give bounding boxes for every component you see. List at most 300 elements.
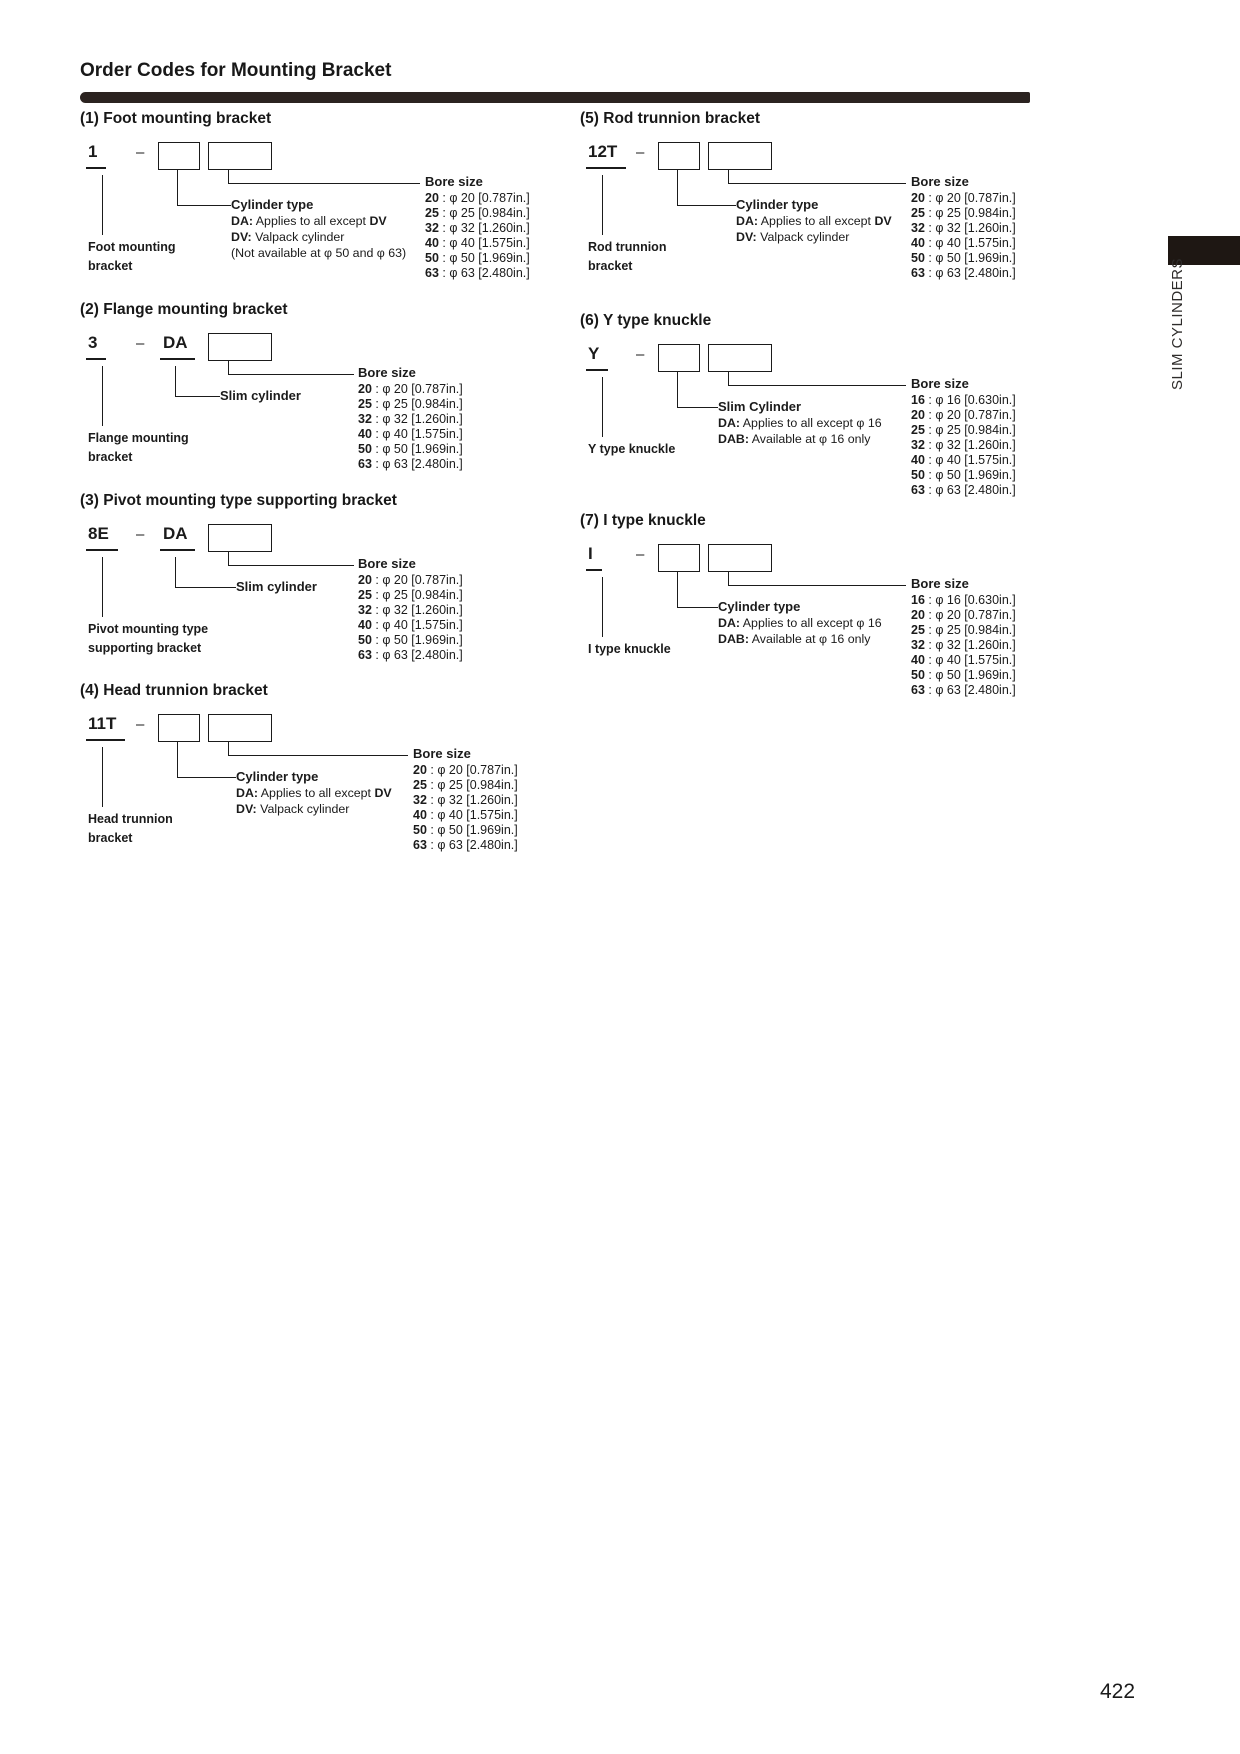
bore-separator: : (924, 668, 936, 682)
bore-code: 63 (425, 266, 439, 280)
bore-separator: : (371, 588, 383, 602)
order-code-box (158, 714, 200, 742)
bore-diameter-label: φ 40 [1.575in.] (449, 236, 530, 250)
bore-separator: : (438, 206, 450, 220)
bore-size-row (911, 408, 1056, 423)
bore-size-row (358, 588, 503, 603)
bore-size-row (911, 593, 1056, 608)
bore-size-block (358, 556, 503, 663)
bore-diameter-label: φ 20 [0.787in.] (437, 763, 518, 777)
type-label-line (231, 214, 441, 230)
page-number: 422 (1100, 1680, 1136, 1703)
bore-separator: : (924, 483, 936, 497)
bore-code: 20 (425, 191, 439, 205)
type-label-title: Cylinder type (736, 197, 819, 212)
connector-line (228, 360, 229, 374)
connector-line (677, 407, 718, 408)
bore-separator: : (924, 453, 936, 467)
bore-size-row (911, 423, 1056, 438)
bore-code: 25 (358, 588, 372, 602)
bore-separator: : (426, 763, 438, 777)
bore-separator: : (924, 608, 936, 622)
bore-code: 63 (358, 648, 372, 662)
bore-separator: : (426, 778, 438, 792)
type-label-line (718, 432, 928, 448)
bore-diameter-label: φ 32 [1.260in.] (935, 438, 1016, 452)
bracket-name-line: bracket (88, 450, 133, 465)
type-label-segment: Applies to all except (758, 214, 875, 228)
connector-line (102, 175, 103, 235)
bore-code: 20 (413, 763, 427, 777)
bore-separator: : (371, 648, 383, 662)
bore-separator: : (426, 793, 438, 807)
connector-line (228, 565, 354, 566)
bore-code: 20 (911, 408, 925, 422)
bracket-name-label (88, 238, 175, 277)
bore-separator: : (924, 683, 936, 697)
bracket-name-label (88, 429, 189, 468)
bore-size-row (358, 633, 503, 648)
connector-line (728, 371, 729, 385)
bore-code: 63 (358, 457, 372, 471)
bore-separator: : (371, 618, 383, 632)
bore-separator: : (371, 427, 383, 441)
order-code-diagram (80, 524, 560, 680)
order-code-box (708, 142, 772, 170)
bore-size-row (911, 683, 1056, 698)
dash: – (636, 546, 645, 563)
order-code-diagram (580, 344, 1060, 500)
bore-code: 63 (911, 266, 925, 280)
order-code-box (208, 142, 272, 170)
bore-code: 40 (358, 427, 372, 441)
type-label-title: Slim Cylinder (718, 399, 802, 414)
bore-size-row (911, 468, 1056, 483)
bore-size-row (425, 191, 570, 206)
connector-line (602, 175, 603, 235)
connector-line (728, 169, 729, 183)
bore-diameter-label: φ 32 [1.260in.] (449, 221, 530, 235)
type-label-title: Slim cylinder (220, 388, 301, 403)
connector-line (728, 571, 729, 585)
bore-diameter-label: φ 63 [2.480in.] (935, 683, 1016, 697)
bore-code: 40 (425, 236, 439, 250)
bore-code: 40 (911, 653, 925, 667)
type-label-segment: Applies to all except φ 16 (740, 416, 882, 430)
bore-diameter-label: φ 25 [0.984in.] (935, 206, 1016, 220)
connector-line (228, 169, 229, 183)
dash: – (136, 526, 145, 543)
bore-code: 20 (911, 191, 925, 205)
bracket-name-label (588, 238, 666, 277)
bore-size-block (413, 746, 558, 853)
bore-separator: : (371, 457, 383, 471)
bore-size-title: Bore size (911, 376, 969, 391)
bracket-name-label (88, 810, 173, 849)
bore-separator: : (438, 191, 450, 205)
connector-line (228, 755, 408, 756)
order-code-section (580, 512, 1060, 700)
connector-line (228, 374, 354, 375)
section-heading: (3) Pivot mounting type supporting bracket (80, 492, 397, 509)
bore-size-row (911, 393, 1056, 408)
bore-size-row (425, 266, 570, 281)
connector-line (228, 741, 229, 755)
bore-diameter-label: φ 32 [1.260in.] (935, 221, 1016, 235)
connector-line (602, 377, 603, 437)
connector-line (177, 169, 178, 205)
bore-diameter-label: φ 63 [2.480in.] (382, 457, 463, 471)
order-code-section (80, 492, 560, 680)
connector-line (177, 777, 236, 778)
type-label-line (718, 616, 928, 632)
bore-diameter-label: φ 20 [0.787in.] (935, 191, 1016, 205)
bore-separator: : (438, 221, 450, 235)
bore-size-block (358, 365, 503, 472)
fixed-code: DA (160, 524, 195, 551)
bore-code: 32 (413, 793, 427, 807)
bracket-name-line: Head trunnion (88, 812, 173, 826)
bore-size-block (425, 174, 570, 281)
bore-separator: : (426, 838, 438, 852)
bore-separator: : (371, 573, 383, 587)
order-code-diagram (580, 544, 1060, 700)
bore-code: 25 (358, 397, 372, 411)
type-label-block (718, 399, 928, 448)
type-label-segment: DV (374, 786, 392, 800)
bore-code: 40 (413, 808, 427, 822)
connector-line (102, 366, 103, 426)
bore-code: 63 (911, 483, 925, 497)
bore-diameter-label: φ 16 [0.630in.] (935, 593, 1016, 607)
bore-size-row (358, 457, 503, 472)
connector-line (102, 557, 103, 617)
bore-code: 25 (911, 623, 925, 637)
bracket-name-label (588, 440, 675, 459)
order-code-diagram (80, 714, 560, 870)
order-code-box (158, 142, 200, 170)
type-label-segment: DV: (236, 801, 257, 816)
type-label-segment: (Not available at φ 50 and φ 63) (231, 245, 407, 260)
order-code-diagram (80, 142, 560, 298)
bore-diameter-label: φ 25 [0.984in.] (935, 423, 1016, 437)
bore-separator: : (924, 653, 936, 667)
bore-separator: : (924, 266, 936, 280)
bore-separator: : (438, 251, 450, 265)
bore-diameter-label: φ 16 [0.630in.] (935, 393, 1016, 407)
bore-separator: : (924, 638, 936, 652)
bore-code: 20 (358, 573, 372, 587)
bore-size-row (911, 206, 1056, 221)
fixed-code: DA (160, 333, 195, 360)
order-code-box (658, 344, 700, 372)
order-code-box (208, 524, 272, 552)
bore-separator: : (924, 393, 936, 407)
bore-code: 40 (911, 236, 925, 250)
connector-line (728, 183, 906, 184)
bore-code: 32 (911, 221, 925, 235)
connector-line (102, 747, 103, 807)
bracket-name-label (588, 640, 671, 659)
type-label-segment: Valpack cylinder (251, 229, 345, 244)
bore-diameter-label: φ 20 [0.787in.] (382, 573, 463, 587)
bore-size-row (358, 427, 503, 442)
bore-diameter-label: φ 50 [1.969in.] (437, 823, 518, 837)
bracket-name-line: Flange mounting (88, 431, 189, 445)
bore-size-row (911, 623, 1056, 638)
connector-line (602, 577, 603, 637)
connector-line (728, 385, 906, 386)
bore-diameter-label: φ 40 [1.575in.] (935, 453, 1016, 467)
order-code-box (658, 544, 700, 572)
bore-diameter-label: φ 50 [1.969in.] (935, 251, 1016, 265)
bore-size-row (911, 653, 1056, 668)
bore-size-row (911, 236, 1056, 251)
bore-diameter-label: φ 25 [0.984in.] (437, 778, 518, 792)
bore-diameter-label: φ 63 [2.480in.] (935, 483, 1016, 497)
connector-line (175, 587, 236, 588)
page-title: Order Codes for Mounting Bracket (80, 60, 392, 81)
bore-diameter-label: φ 32 [1.260in.] (382, 603, 463, 617)
type-label-segment: Applies to all except (253, 214, 370, 228)
type-label-title: Cylinder type (236, 769, 319, 784)
bore-separator: : (924, 408, 936, 422)
bore-code: 50 (911, 251, 925, 265)
bore-code: 50 (911, 668, 925, 682)
bracket-name-line: I type knuckle (588, 642, 671, 656)
type-label-segment: DA: (236, 786, 259, 800)
title-rule (80, 92, 1030, 103)
order-code-box (208, 333, 272, 361)
connector-line (177, 205, 231, 206)
bore-size-title: Bore size (425, 174, 483, 189)
type-label-line (718, 632, 928, 648)
type-label-segment: DA: (231, 214, 254, 228)
bracket-name-line: bracket (588, 259, 633, 274)
type-label-line (231, 230, 441, 246)
bore-separator: : (924, 593, 936, 607)
bore-size-row (911, 266, 1056, 281)
bore-size-row (911, 438, 1056, 453)
order-code-diagram (580, 142, 1060, 298)
type-label-segment: Applies to all except (258, 786, 375, 800)
bore-diameter-label: φ 63 [2.480in.] (437, 838, 518, 852)
order-code-section (580, 312, 1060, 500)
bore-diameter-label: φ 50 [1.969in.] (382, 442, 463, 456)
bore-diameter-label: φ 20 [0.787in.] (449, 191, 530, 205)
bore-code: 40 (911, 453, 925, 467)
bore-diameter-label: φ 40 [1.575in.] (382, 618, 463, 632)
bore-code: 32 (911, 638, 925, 652)
bore-size-row (413, 838, 558, 853)
order-code-diagram (80, 333, 560, 489)
bore-diameter-label: φ 63 [2.480in.] (382, 648, 463, 662)
type-label-segment: DV: (736, 229, 757, 244)
connector-line (175, 396, 220, 397)
bore-separator: : (924, 623, 936, 637)
bracket-name-line: Rod trunnion (588, 240, 667, 254)
bore-code: 50 (413, 823, 427, 837)
type-label-title: Cylinder type (718, 599, 801, 614)
bore-code: 63 (413, 838, 427, 852)
bore-size-row (413, 793, 558, 808)
type-label-segment: DV (874, 214, 892, 228)
type-label-line (231, 246, 441, 262)
bore-code: 25 (911, 423, 925, 437)
bore-separator: : (371, 382, 383, 396)
bore-size-row (358, 603, 503, 618)
bore-separator: : (924, 206, 936, 220)
bore-size-title: Bore size (911, 174, 969, 189)
type-label-segment: DV (369, 214, 387, 228)
connector-line (677, 571, 678, 607)
connector-line (228, 183, 420, 184)
bore-diameter-label: φ 40 [1.575in.] (935, 236, 1016, 250)
bracket-name-line: bracket (88, 831, 133, 846)
order-code-prefix: 3 (86, 333, 106, 360)
type-label-line (718, 416, 928, 432)
order-code-prefix: 8E (86, 524, 118, 551)
type-label-segment: Valpack cylinder (756, 229, 850, 244)
bracket-name-line: Pivot mounting type (88, 622, 209, 636)
dash: – (136, 335, 145, 352)
bore-diameter-label: φ 25 [0.984in.] (382, 588, 463, 602)
bracket-name-line: Y type knuckle (588, 442, 676, 456)
type-label-segment: Available at φ 16 only (748, 431, 871, 446)
order-code-box (208, 714, 272, 742)
bore-separator: : (426, 808, 438, 822)
bore-size-row (358, 382, 503, 397)
order-code-prefix: 11T (86, 714, 125, 741)
order-code-box (658, 142, 700, 170)
bore-size-row (413, 823, 558, 838)
bore-diameter-label: φ 25 [0.984in.] (449, 206, 530, 220)
bore-size-row (911, 668, 1056, 683)
bore-code: 20 (911, 608, 925, 622)
bore-separator: : (426, 823, 438, 837)
bore-size-title: Bore size (358, 365, 416, 380)
bore-code: 25 (425, 206, 439, 220)
bore-size-row (358, 573, 503, 588)
bracket-name-line: supporting bracket (88, 641, 202, 656)
bore-diameter-label: φ 32 [1.260in.] (935, 638, 1016, 652)
connector-line (728, 585, 906, 586)
order-code-section (80, 301, 560, 489)
bore-separator: : (924, 236, 936, 250)
connector-line (175, 557, 176, 587)
type-label-segment: DAB: (718, 631, 749, 646)
order-code-prefix: I (586, 544, 602, 571)
bore-code: 16 (911, 593, 925, 607)
order-code-section (80, 682, 560, 870)
order-code-prefix: Y (586, 344, 608, 371)
type-label-segment: DA: (718, 416, 741, 430)
bore-size-row (911, 453, 1056, 468)
bore-code: 32 (358, 412, 372, 426)
bore-separator: : (924, 438, 936, 452)
bore-code: 32 (911, 438, 925, 452)
bore-separator: : (371, 397, 383, 411)
bore-diameter-label: φ 32 [1.260in.] (437, 793, 518, 807)
bore-separator: : (438, 236, 450, 250)
bracket-name-line: bracket (88, 259, 133, 274)
dash: – (636, 346, 645, 363)
bore-size-row (358, 618, 503, 633)
bore-separator: : (438, 266, 450, 280)
connector-line (177, 741, 178, 777)
type-label-segment: DV: (231, 229, 252, 244)
bore-code: 32 (425, 221, 439, 235)
type-label-title: Cylinder type (231, 197, 314, 212)
dash: – (136, 144, 145, 161)
type-label-segment: DA: (736, 214, 759, 228)
bore-size-row (425, 236, 570, 251)
bore-diameter-label: φ 40 [1.575in.] (382, 427, 463, 441)
bore-size-block (911, 376, 1056, 498)
section-heading: (2) Flange mounting bracket (80, 301, 288, 318)
order-code-box (708, 544, 772, 572)
type-label-segment: Valpack cylinder (256, 801, 350, 816)
bore-separator: : (371, 633, 383, 647)
bore-size-row (425, 251, 570, 266)
side-tab-label: SLIM CYLINDERS (1169, 257, 1186, 391)
order-code-prefix: 1 (86, 142, 106, 169)
section-heading: (1) Foot mounting bracket (80, 110, 272, 127)
bore-size-row (358, 412, 503, 427)
order-code-box (708, 344, 772, 372)
bore-diameter-label: φ 50 [1.969in.] (935, 668, 1016, 682)
bore-separator: : (924, 191, 936, 205)
bore-diameter-label: φ 32 [1.260in.] (382, 412, 463, 426)
bore-size-row (911, 251, 1056, 266)
order-code-section (580, 110, 1060, 298)
connector-line (677, 371, 678, 407)
bore-diameter-label: φ 20 [0.787in.] (935, 408, 1016, 422)
bore-size-row (413, 763, 558, 778)
bore-separator: : (371, 603, 383, 617)
bore-diameter-label: φ 40 [1.575in.] (437, 808, 518, 822)
dash: – (636, 144, 645, 161)
bore-size-row (911, 221, 1056, 236)
bore-size-row (358, 397, 503, 412)
bore-size-row (911, 483, 1056, 498)
connector-line (677, 607, 718, 608)
bore-separator: : (924, 251, 936, 265)
order-code-section (80, 110, 560, 298)
bore-separator: : (924, 221, 936, 235)
bore-diameter-label: φ 20 [0.787in.] (382, 382, 463, 396)
bracket-name-line: Foot mounting (88, 240, 176, 254)
bore-size-title: Bore size (413, 746, 471, 761)
bore-code: 63 (911, 683, 925, 697)
connector-line (677, 169, 678, 205)
type-label-block (231, 197, 441, 262)
bore-diameter-label: φ 50 [1.969in.] (449, 251, 530, 265)
bore-separator: : (924, 468, 936, 482)
bore-diameter-label: φ 50 [1.969in.] (382, 633, 463, 647)
dash: – (136, 716, 145, 733)
order-code-prefix: 12T (586, 142, 626, 169)
connector-line (175, 366, 176, 396)
bore-diameter-label: φ 50 [1.969in.] (935, 468, 1016, 482)
bore-diameter-label: φ 25 [0.984in.] (935, 623, 1016, 637)
section-heading: (5) Rod trunnion bracket (580, 110, 760, 127)
type-label-segment: Applies to all except φ 16 (740, 616, 882, 630)
bracket-name-label (88, 620, 208, 659)
bore-size-block (911, 576, 1056, 698)
bore-size-row (425, 221, 570, 236)
type-label-block (718, 599, 928, 648)
